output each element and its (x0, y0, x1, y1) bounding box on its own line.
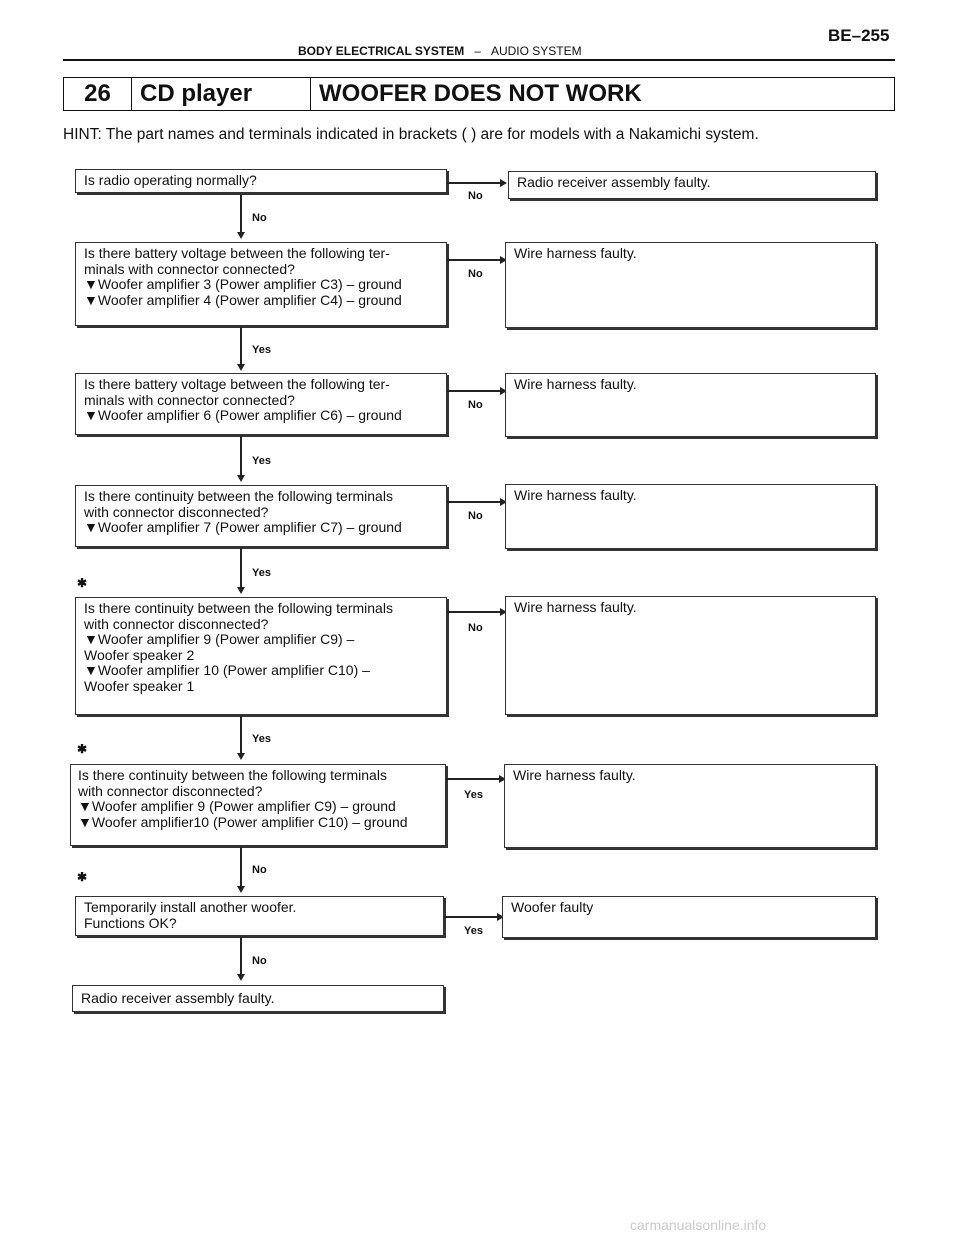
page-number: BE–255 (828, 26, 890, 45)
result-box-2: Wire harness faulty. (505, 242, 876, 328)
question-box-1: Is radio operating normally? (75, 169, 447, 193)
down-label-1: No (252, 212, 267, 224)
question-box-6: Is there continuity between the following terminals with connector disconnected? ▼Woofer amplifier 9 (Power amplifier C9) – ground ▼Woofer amplifier10 (Power amplifier C10) – ground (70, 764, 446, 846)
section-separator: – (474, 44, 481, 58)
connector-down-5 (240, 716, 242, 756)
connector-down-2 (240, 327, 242, 367)
connector-down-1 (240, 195, 242, 235)
problem-description: WOOFER DOES NOT WORK (319, 80, 642, 107)
section-header (298, 44, 582, 58)
subsection-title: AUDIO SYSTEM (490, 44, 582, 58)
section-title: BODY ELECTRICAL SYSTEM (298, 44, 465, 58)
connector-down-7 (240, 937, 242, 977)
connector-down-3 (240, 436, 242, 478)
branch-label-6: Yes (464, 789, 483, 801)
hint-text: HINT: The part names and terminals indicated in brackets ( ) are for models with a Nakamichi system. (63, 126, 759, 143)
arrow-down-3 (237, 475, 245, 482)
branch-label-2: No (468, 268, 483, 280)
asterisk-marker-2: ✱ (77, 742, 88, 756)
arrow-down-7 (237, 974, 245, 981)
result-box-5: Wire harness faulty. (505, 596, 876, 715)
down-label-3: Yes (252, 455, 271, 467)
connector-down-6 (240, 847, 242, 889)
question-box-2: Is there battery voltage between the following ter- minals with connector connected? ▼Woofer amplifier 3 (Power amplifier C3) – ground ▼Woofer amplifier 4 (Power amplifier C4) – ground (75, 242, 447, 326)
down-label-6: No (252, 864, 267, 876)
result-box-7: Woofer faulty (502, 896, 876, 938)
asterisk-marker-3: ✱ (77, 870, 88, 884)
question-box-7: Temporarily install another woofer. Functions OK? (75, 896, 444, 936)
question-box-3: Is there battery voltage between the following ter- minals with connector connected? ▼Woofer amplifier 6 (Power amplifier C6) – ground (75, 373, 447, 435)
final-result-box: Radio receiver assembly faulty. (72, 985, 444, 1012)
connector-right-3 (447, 390, 503, 392)
arrow-right-1 (500, 179, 507, 187)
arrow-down-2 (237, 364, 245, 371)
arrow-down-6 (237, 886, 245, 893)
connector-right-4 (447, 501, 503, 503)
question-box-4: Is there continuity between the following terminals with connector disconnected? ▼Woofer amplifier 7 (Power amplifier C7) – ground (75, 485, 447, 547)
result-box-3: Wire harness faulty. (505, 373, 876, 437)
asterisk-marker-1: ✱ (77, 576, 88, 590)
branch-label-4: No (468, 510, 483, 522)
down-label-4: Yes (252, 567, 271, 579)
question-box-5: Is there continuity between the following terminals with connector disconnected? ▼Woofer amplifier 9 (Power amplifier C9) – Woofer speaker 2 ▼Woofer amplifier 10 (Power amplifier C10) – Woofer speaker 1 (75, 597, 447, 715)
header-rule (63, 59, 895, 61)
connector-right-5 (447, 611, 503, 613)
result-box-4: Wire harness faulty. (505, 484, 876, 549)
down-label-7: No (252, 955, 267, 967)
branch-label-5: No (468, 622, 483, 634)
problem-system: CD player (132, 78, 311, 110)
connector-down-4 (240, 548, 242, 590)
branch-label-1: No (468, 190, 483, 202)
arrow-down-4 (237, 587, 245, 594)
problem-title-table (63, 77, 895, 111)
connector-right-1 (447, 182, 503, 184)
branch-label-3: No (468, 399, 483, 411)
branch-label-7: Yes (464, 925, 483, 937)
connector-right-7 (444, 916, 500, 918)
watermark: carmanualsonline.info (630, 1217, 767, 1233)
down-label-2: Yes (252, 344, 271, 356)
arrow-down-5 (237, 753, 245, 760)
connector-right-2 (447, 259, 503, 261)
arrow-down-1 (237, 232, 245, 239)
connector-right-6 (446, 778, 502, 780)
result-box-6: Wire harness faulty. (504, 764, 876, 848)
down-label-5: Yes (252, 733, 271, 745)
problem-number: 26 (64, 78, 132, 110)
result-box-1: Radio receiver assembly faulty. (508, 171, 876, 199)
